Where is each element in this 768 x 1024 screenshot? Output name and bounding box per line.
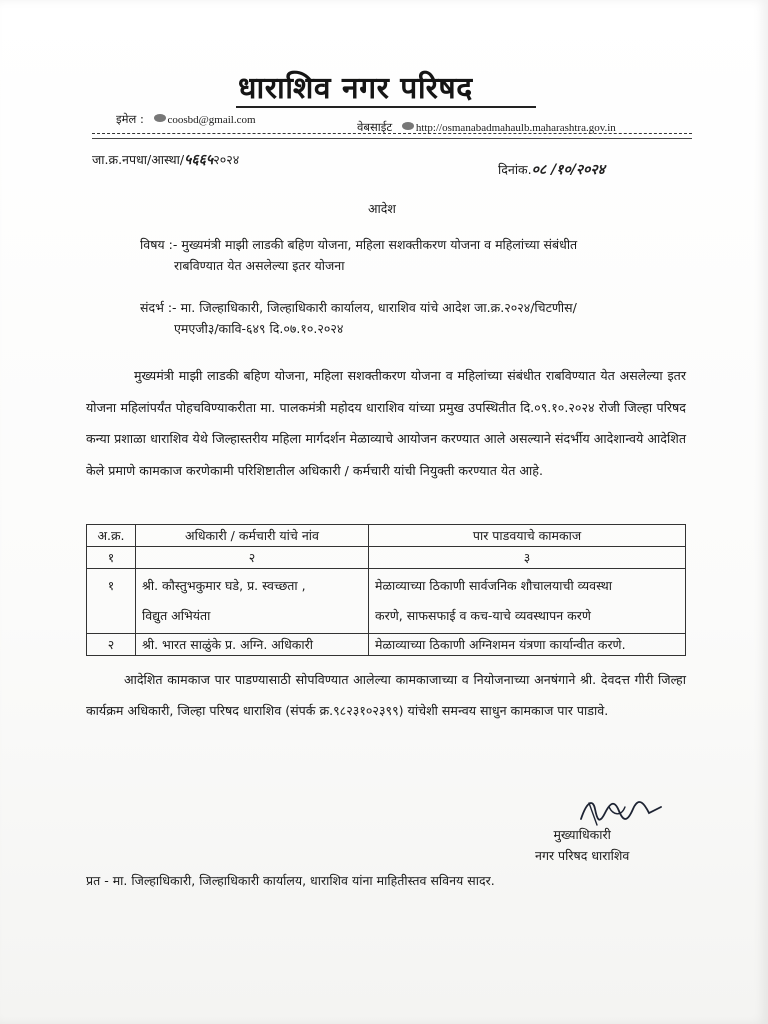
subject-label: विषय :- xyxy=(140,237,178,252)
ref-year: २०२४ xyxy=(213,152,240,167)
signature-block xyxy=(535,824,629,866)
closing-paragraph-text: आदेशित कामकाज पार पाडण्यासाठी सोपविण्यात आलेल्या कामकाजाच्या व नियोजनाच्या अनषंगाने श्री. देवदत्त गीरी जिल्हा कार्यक्रम अधिकारी, जिल्हा परिषद धाराशिव (संपर्क क्र.९८२३१०२३९९) यांचेशी समन्वय साधुन कामकाज पार पाडावे. xyxy=(86,672,686,718)
assignment-table xyxy=(86,524,686,656)
col-number-2: २ xyxy=(136,547,369,569)
email-value: coosbd@gmail.com xyxy=(167,114,256,126)
col-number-1: १ xyxy=(87,547,136,569)
order-date xyxy=(498,160,605,179)
website-value: http://osmanabadmahaulb.maharashtra.gov.in xyxy=(415,122,616,134)
signatory-office: नगर परिषद धाराशिव xyxy=(535,848,630,863)
header-sr: अ.क्र. xyxy=(87,525,136,547)
table-row xyxy=(87,569,686,634)
row-task: मेळाव्याच्या ठिकाणी अग्निशमन यंत्रणा कार्यान्वीत करणे. xyxy=(369,634,686,656)
subject-line-1: मुख्यमंत्री माझी लाडकी बहिण योजना, महिला सशक्तीकरण योजना व महिलांच्या संबंधीत xyxy=(181,237,578,252)
header-name: अधिकारी / कर्मचारी यांचे नांव xyxy=(136,525,369,547)
web-icon xyxy=(402,122,414,130)
task-line-2: करणे, साफसफाई व कच-याचे व्यवस्थापन करणे xyxy=(375,608,591,623)
subject-line-2: राबविण्यात येत असलेल्या इतर योजना xyxy=(174,258,345,273)
order-heading: आदेश xyxy=(368,201,396,216)
office-title: धाराशिव नगर परिषद xyxy=(238,71,473,106)
website-label: वेबसाईट xyxy=(357,120,393,134)
copy-to-line: प्रत - मा. जिल्हाधिकारी, जिल्हाधिकारी कार्यालय, धाराशिव यांना माहितीस्तव सविनय सादर. xyxy=(86,873,495,888)
ref-number: ५६६५ xyxy=(184,152,214,168)
reference-number xyxy=(92,150,239,169)
task-line-1: मेळाव्याच्या ठिकाणी सार्वजनिक शौचालयाची व्यवस्था xyxy=(375,578,612,593)
body-paragraph xyxy=(86,360,686,486)
ref-prefix: जा.क्र.नपधा/आस्था/ xyxy=(92,152,185,167)
officer-name-line-1: श्री. कौस्तुभकुमार घडे, प्र. स्वच्छता , xyxy=(142,578,306,593)
row-task xyxy=(369,569,686,634)
email-label: इमेल : xyxy=(116,112,144,126)
reference-label: संदर्भ :- xyxy=(140,300,177,315)
col-number-3: ३ xyxy=(369,547,686,569)
row-officer xyxy=(136,569,369,634)
reference-block xyxy=(140,297,700,339)
officer-name-line-2: विद्युत अभियंता xyxy=(142,608,211,623)
row-sr: १ xyxy=(87,569,136,634)
subject-block xyxy=(140,234,700,276)
body-paragraph-text: मुख्यमंत्री माझी लाडकी बहिण योजना, महिला सशक्तीकरण योजना व महिलांच्या संबंधीत राबविण्यात येत असलेल्या इतर योजना महिलांपर्यंत पोहचविण्याकरीता मा. पालकमंत्री महोदय धाराशिव यांच्या प्रमुख उपस्थितीत दि.०९.१०.२०२४ रोजी जिल्हा परिषद कन्या प्रशाळा धाराशिव येथे जिल्हास्तरीय महिला मार्गदर्शन मेळाव्याचे आयोजन करण्यात आले असल्याने संदर्भीय आदेशान्वये आदेशित केले प्रमाणे कामकाज करणेकामी परिशिष्टातील अधिकारी / कर्मचारी यांची नियुक्ती करण्यात येत आहे. xyxy=(86,368,686,478)
row-sr: २ xyxy=(87,634,136,656)
header-divider-solid xyxy=(92,138,692,139)
email-icon xyxy=(154,114,166,122)
table-header-row xyxy=(87,525,686,547)
title-underline xyxy=(236,106,536,108)
row-officer: श्री. भारत साळुंके प्र. अग्नि. अधिकारी xyxy=(136,634,369,656)
header-divider-dashed xyxy=(92,133,692,134)
date-label: दिनांक. xyxy=(498,162,532,177)
closing-paragraph xyxy=(86,664,686,726)
email-line xyxy=(116,112,256,127)
reference-line-1: मा. जिल्हाधिकारी, जिल्हाधिकारी कार्यालय, धाराशिव यांचे आदेश जा.क्र.२०२४/चिटणीस/ xyxy=(180,300,577,315)
signatory-designation: मुख्याधिकारी xyxy=(553,827,611,842)
date-value: ०८ /१०/२०२४ xyxy=(531,162,605,178)
table-numbering-row xyxy=(87,547,686,569)
header-task: पार पाडवयाचे कामकाज xyxy=(369,525,686,547)
table-row xyxy=(87,634,686,656)
reference-line-2: एमएजी३/कावि-६४९ दि.०७.१०.२०२४ xyxy=(174,321,344,336)
